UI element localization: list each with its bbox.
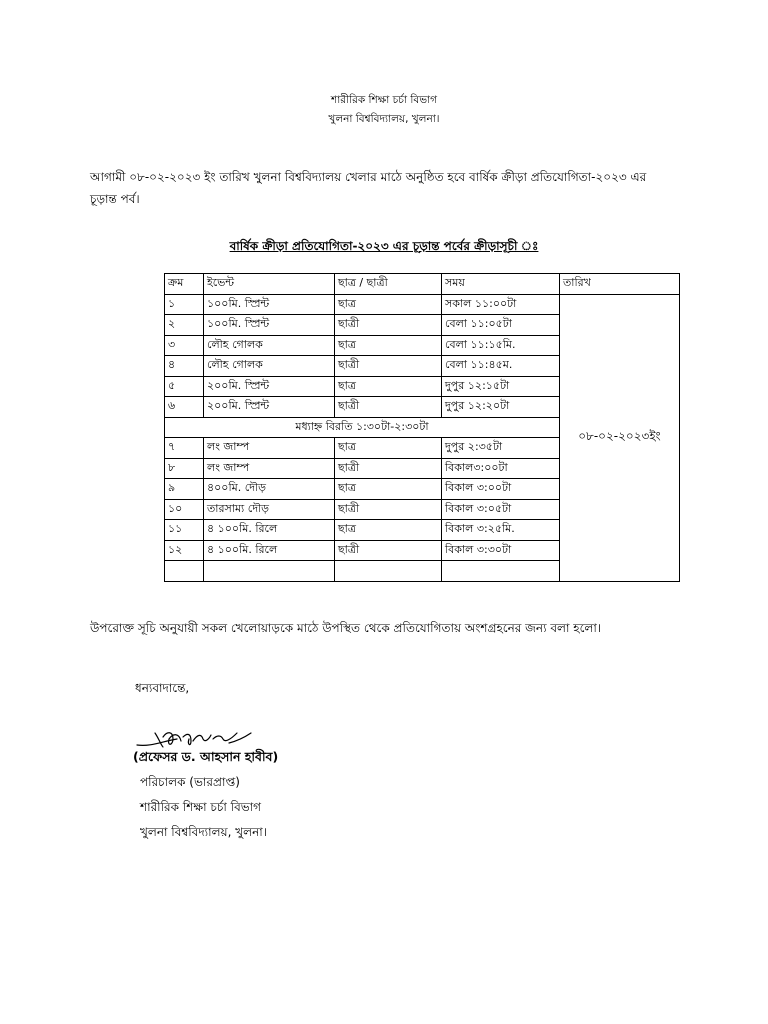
cell-gender: ছাত্র <box>335 335 442 356</box>
header-serial: ক্রম <box>165 274 204 295</box>
cell-time: বিকাল ৩:০০টা <box>442 479 560 500</box>
cell-event: ৪ ১০০মি. রিলে <box>204 520 335 541</box>
signatory-designation: পরিচালক (ভারপ্রাপ্ত) <box>140 775 240 789</box>
table-header-row <box>165 274 680 295</box>
cell-time: বিকাল ৩:২৫মি. <box>442 520 560 541</box>
cell-gender: ছাত্রী <box>335 540 442 561</box>
cell-gender: ছাত্রী <box>335 356 442 377</box>
header-time: সময় <box>442 274 560 295</box>
cell-gender: ছাত্রী <box>335 397 442 418</box>
cell-serial: ৯ <box>165 479 204 500</box>
cell-gender: ছাত্রী <box>335 315 442 336</box>
empty-cell <box>165 561 204 582</box>
signatory-university: খুলনা বিশ্ববিদ্যালয়, খুলনা। <box>140 825 268 839</box>
cell-event: লৌহ গোলক <box>204 335 335 356</box>
cell-event: ৪ ১০০মি. রিলে <box>204 540 335 561</box>
cell-serial: ১ <box>165 294 204 315</box>
university-header: খুলনা বিশ্ববিদ্যালয়, খুলনা। <box>328 113 440 125</box>
cell-time: বেলা ১১:৪৫ম. <box>442 356 560 377</box>
cell-time: বিকাল ৩:৩০টা <box>442 540 560 561</box>
empty-cell <box>442 561 560 582</box>
instruction-text: উপরোক্ত সূচি অনুযায়ী সকল খেলোয়াড়কে মাঠে উপস্থিত থেকে প্রতিযোগিতায় অংশগ্রহনের জন্য বলা হলো। <box>90 621 602 635</box>
cell-gender: ছাত্র <box>335 294 442 315</box>
cell-serial: ১২ <box>165 540 204 561</box>
header-date: তারিখ <box>560 274 680 295</box>
cell-time: দুপুর ২:৩৫টা <box>442 438 560 459</box>
header-gender: ছাত্র / ছাত্রী <box>335 274 442 295</box>
cell-event: লং জাম্প <box>204 438 335 459</box>
cell-gender: ছাত্রী <box>335 458 442 479</box>
department-header: শারীরিক শিক্ষা চর্চা বিভাগ <box>331 94 437 106</box>
notice-line-2: চূড়ান্ত পর্ব। <box>90 192 140 206</box>
cell-time: বিকাল ৩:০৫টা <box>442 499 560 520</box>
cell-gender: ছাত্র <box>335 520 442 541</box>
cell-serial: ৭ <box>165 438 204 459</box>
cell-event: ১০০মি. স্প্রিন্ট <box>204 315 335 336</box>
cell-date: ০৮-০২-২০২৩ইং <box>560 294 680 581</box>
cell-serial: ৩ <box>165 335 204 356</box>
cell-gender: ছাত্র <box>335 376 442 397</box>
cell-time: বেলা ১১:০৫টা <box>442 315 560 336</box>
break-cell: মধ্যাহ্ন বিরতি ১:৩০টা-২:৩০টা <box>165 417 560 438</box>
empty-cell <box>204 561 335 582</box>
header-event: ইভেন্ট <box>204 274 335 295</box>
cell-serial: ৬ <box>165 397 204 418</box>
notice-line-1: আগামী ০৮-০২-২০২৩ ইং তারিখ খুলনা বিশ্ববিদ্যালয় খেলার মাঠে অনুষ্ঠিত হবে বার্ষিক ক্রীড়া প্রতিযোগিতা-২০২৩ এর <box>90 170 647 184</box>
empty-cell <box>335 561 442 582</box>
cell-event: ২০০মি. স্প্রিন্ট <box>204 376 335 397</box>
cell-time: দুপুর ১২:২০টা <box>442 397 560 418</box>
cell-serial: ৫ <box>165 376 204 397</box>
cell-event: লৌহ গোলক <box>204 356 335 377</box>
cell-event: তারসাম্য দৌড় <box>204 499 335 520</box>
table-row <box>165 294 680 315</box>
cell-gender: ছাত্র <box>335 479 442 500</box>
signatory-name: (প্রফেসর ড. আহসান হাবীব) <box>133 749 279 764</box>
cell-time: বেলা ১১:১৫মি. <box>442 335 560 356</box>
cell-serial: ৪ <box>165 356 204 377</box>
closing-text: ধন্যবাদান্তে, <box>135 681 190 695</box>
schedule-table <box>164 273 680 582</box>
cell-serial: ২ <box>165 315 204 336</box>
cell-event: ৪০০মি. দৌড় <box>204 479 335 500</box>
cell-serial: ৮ <box>165 458 204 479</box>
signatory-department: শারীরিক শিক্ষা চর্চা বিভাগ <box>140 800 262 814</box>
cell-event: ১০০মি. স্প্রিন্ট <box>204 294 335 315</box>
cell-serial: ১০ <box>165 499 204 520</box>
cell-gender: ছাত্রী <box>335 499 442 520</box>
cell-time: সকাল ১১:০০টা <box>442 294 560 315</box>
cell-event: ২০০মি. স্প্রিন্ট <box>204 397 335 418</box>
cell-gender: ছাত্র <box>335 438 442 459</box>
cell-event: লং জাম্প <box>204 458 335 479</box>
cell-serial: ১১ <box>165 520 204 541</box>
cell-time: বিকাল৩:০০টা <box>442 458 560 479</box>
cell-time: দুপুর ১২:১৫টা <box>442 376 560 397</box>
schedule-title: বার্ষিক ক্রীড়া প্রতিযোগিতা-২০২৩ এর চূড়ান্ত পর্বের ক্রীড়াসূচী ঃ <box>229 239 539 253</box>
